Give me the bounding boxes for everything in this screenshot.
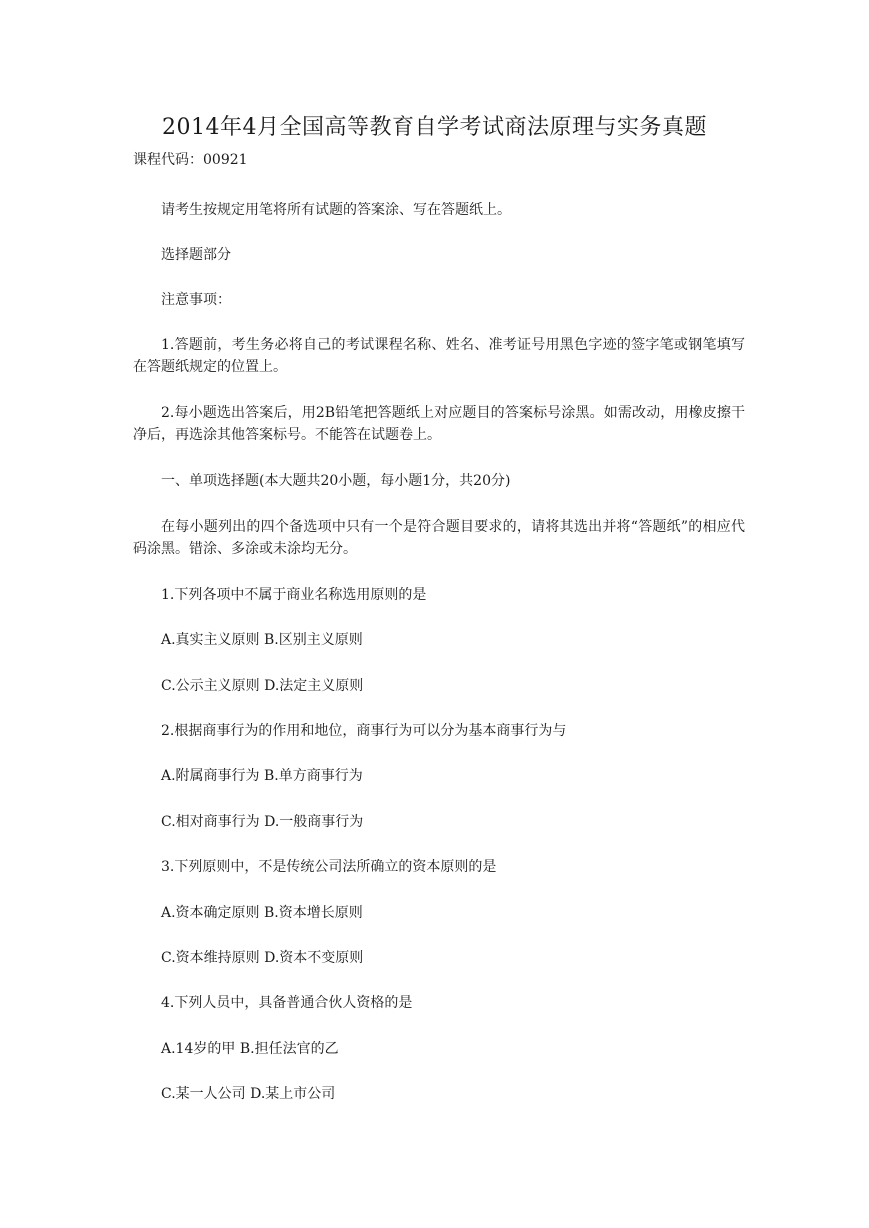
part-instructions: 在每小题列出的四个备选项中只有一个是符合题目要求的，请将其选出并将“答题纸”的相应代码涂黑。错涂、多涂或未涂均无分。 xyxy=(133,519,745,557)
course-code: 课程代码：00921 xyxy=(133,152,248,168)
question: 3.下列原则中，不是传统公司法所确立的资本原则的是 xyxy=(161,859,497,875)
document-title: 2014年4月全国高等教育自学考试商法原理与实务真题 xyxy=(162,115,707,140)
question-options: C.某一人公司 D.某上市公司 xyxy=(161,1086,336,1102)
question-options: A.资本确定原则 B.资本增长原则 xyxy=(161,905,363,921)
question-options: A.真实主义原则 B.区别主义原则 xyxy=(161,632,363,648)
question-options: C.资本维持原则 D.资本不变原则 xyxy=(161,950,364,966)
question: 1.下列各项中不属于商业名称选用原则的是 xyxy=(161,587,427,603)
question-options: C.公示主义原则 D.法定主义原则 xyxy=(161,678,364,694)
question: 2.根据商事行为的作用和地位，商事行为可以分为基本商事行为与 xyxy=(161,723,567,739)
question-options: A.14岁的甲 B.担任法官的乙 xyxy=(161,1041,339,1057)
question: 4.下列人员中，具备普通合伙人资格的是 xyxy=(161,995,413,1011)
notice-item: 2.每小题选出答案后，用2B铅笔把答题纸上对应题目的答案标号涂黑。如需改动，用橡皮擦干净后，再选涂其他答案标号。不能答在试题卷上。 xyxy=(133,405,745,443)
question-options: A.附属商事行为 B.单方商事行为 xyxy=(161,768,363,784)
section-heading: 选择题部分 xyxy=(161,247,231,263)
notice-heading: 注意事项： xyxy=(161,292,231,308)
question-options: C.相对商事行为 D.一般商事行为 xyxy=(161,814,364,830)
part-heading: 一、单项选择题(本大题共20小题，每小题1分，共20分) xyxy=(161,473,511,489)
instruction-paragraph: 请考生按规定用笔将所有试题的答案涂、写在答题纸上。 xyxy=(161,202,511,218)
notice-item: 1.答题前，考生务必将自己的考试课程名称、姓名、准考证号用黑色字迹的签字笔或钢笔填写在答题纸规定的位置上。 xyxy=(133,337,745,375)
